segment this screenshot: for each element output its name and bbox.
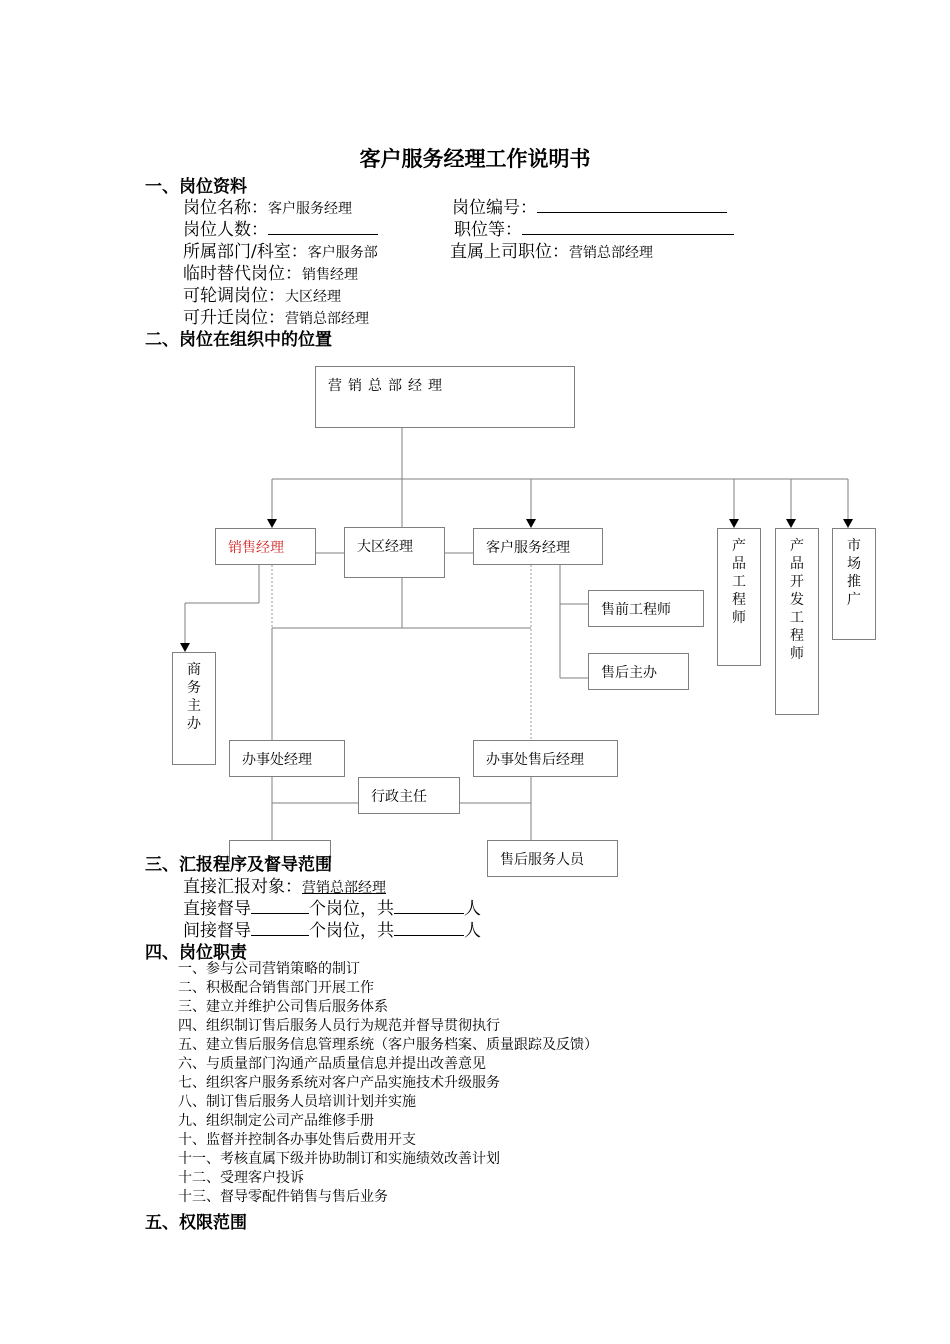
substitute-label: 临时替代岗位： (183, 264, 302, 284)
org-box-business-head (172, 652, 216, 765)
position-name-label: 岗位名称： (183, 198, 268, 218)
indirect-posts-text: 个岗位，共 (309, 921, 394, 941)
org-label-market-promotion: 市场推广 (847, 538, 861, 608)
superior-value: 营销总部经理 (569, 245, 653, 261)
direct-people-blank[interactable] (394, 897, 464, 914)
org-box-region-manager (344, 527, 445, 578)
org-box-presales-engineer (588, 590, 704, 627)
indirect-people-unit: 人 (464, 921, 481, 941)
position-count-label: 岗位人数： (183, 220, 268, 240)
org-label-office-aftersales-manager: 办事处售后经理 (486, 752, 584, 768)
section4-heading: 四、岗位职责 (145, 943, 247, 963)
org-box-sales-manager (215, 528, 316, 565)
org-label-product-engineer: 产品工程师 (732, 538, 746, 626)
org-label-admin-head: 行政主任 (371, 789, 427, 805)
org-label-region-manager: 大区经理 (357, 539, 413, 555)
duty-item: 十一、考核直属下级并协助制订和实施绩效改善计划 (178, 1151, 500, 1167)
section2-heading: 二、岗位在组织中的位置 (145, 330, 332, 350)
report-label: 直接汇报对象： (183, 877, 302, 897)
org-box-product-engineer (717, 528, 761, 666)
section1-heading: 一、岗位资料 (145, 177, 247, 197)
indirect-supervision-label: 间接督导 (183, 921, 251, 941)
org-label-cs-manager: 客户服务经理 (486, 540, 570, 556)
org-box-cs-manager (473, 528, 603, 565)
org-box-office-manager (229, 740, 345, 777)
duty-item: 七、组织客户服务系统对客户产品实施技术升级服务 (178, 1075, 500, 1091)
duty-item: 四、组织制订售后服务人员行为规范并督导贯彻执行 (178, 1018, 500, 1034)
org-box-admin-head (358, 777, 460, 814)
duty-item: 八、制订售后服务人员培训计划并实施 (178, 1094, 416, 1110)
org-label-office-manager: 办事处经理 (242, 752, 312, 768)
duty-item: 二、积极配合销售部门开展工作 (178, 980, 374, 996)
org-label-aftersales-staff: 售后服务人员 (500, 852, 584, 868)
duty-item: 一、参与公司营销策略的制订 (178, 961, 360, 977)
org-box-office-aftersales-manager (473, 740, 618, 777)
rotation-value: 大区经理 (285, 289, 341, 305)
duty-item: 三、建立并维护公司售后服务体系 (178, 999, 388, 1015)
duty-item: 十二、受理客户投诉 (178, 1170, 304, 1186)
duty-item: 六、与质量部门沟通产品质量信息并提出改善意见 (178, 1056, 486, 1072)
direct-posts-text: 个岗位，共 (309, 899, 394, 919)
rotation-label: 可轮调岗位： (183, 286, 285, 306)
substitute-value: 销售经理 (302, 267, 358, 283)
org-label-sales-manager: 销售经理 (228, 540, 284, 556)
indirect-people-blank[interactable] (394, 919, 464, 936)
section5-heading: 五、权限范围 (145, 1213, 247, 1233)
org-box-marketing-gm (315, 366, 575, 428)
org-label-aftersales-head: 售后主办 (601, 665, 657, 681)
report-value: 营销总部经理 (302, 880, 386, 896)
org-box-market-promotion (832, 528, 876, 640)
direct-posts-blank[interactable] (251, 897, 309, 914)
org-box-aftersales-staff (487, 840, 618, 877)
promotion-value: 营销总部经理 (285, 311, 369, 327)
duty-item: 五、建立售后服务信息管理系统（客户服务档案、质量跟踪及反馈） (178, 1037, 598, 1053)
position-grade-label: 职位等： (454, 220, 522, 240)
org-box-aftersales-head (588, 653, 689, 690)
superior-label: 直属上司职位： (450, 242, 569, 262)
page-title: 客户服务经理工作说明书 (359, 147, 591, 171)
department-value: 客户服务部 (307, 245, 378, 261)
direct-people-unit: 人 (464, 899, 481, 919)
direct-supervision-label: 直接督导 (183, 899, 251, 919)
department-label: 所属部门/科室： (183, 242, 308, 262)
duty-item: 十三、督导零配件销售与售后业务 (178, 1189, 388, 1205)
org-label-dev-engineer: 产品开发工程师 (790, 538, 804, 662)
org-box-dev-engineer (775, 528, 819, 715)
section3-heading: 三、汇报程序及督导范围 (145, 855, 332, 875)
promotion-label: 可升迁岗位： (183, 308, 285, 328)
position-code-label: 岗位编号： (452, 198, 537, 218)
org-label-presales-engineer: 售前工程师 (601, 602, 671, 618)
indirect-posts-blank[interactable] (251, 919, 309, 936)
duty-item: 十、监督并控制各办事处售后费用开支 (178, 1132, 416, 1148)
position-name-value: 客户服务经理 (268, 201, 352, 217)
org-label-marketing-gm: 营销总部经理 (328, 378, 448, 394)
duty-item: 九、组织制定公司产品维修手册 (178, 1113, 374, 1129)
org-label-business-head: 商务主办 (187, 662, 201, 732)
